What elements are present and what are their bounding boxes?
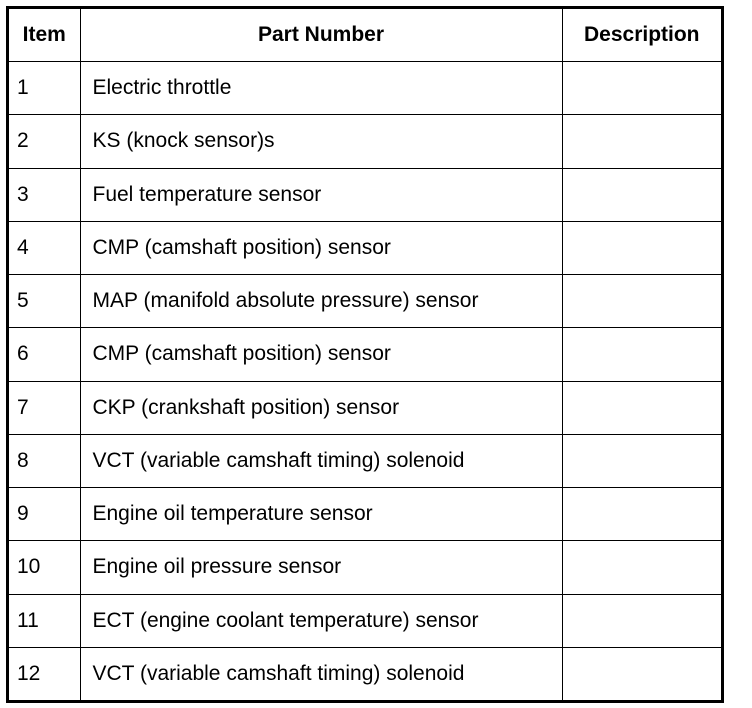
table-row [9,647,721,700]
table-row [9,381,721,434]
part-number-cell: CMP (camshaft position) sensor [80,221,562,274]
table-row [9,275,721,328]
table-row [9,328,721,381]
part-number-cell: CKP (crankshaft position) sensor [80,381,562,434]
header-description: Description [562,9,721,62]
item-cell: 4 [9,221,80,274]
item-cell: 7 [9,381,80,434]
table-header-row [9,9,721,62]
item-cell: 9 [9,488,80,541]
table-row [9,434,721,487]
description-cell [562,62,721,115]
description-cell [562,541,721,594]
table-row [9,115,721,168]
item-cell: 6 [9,328,80,381]
part-number-cell: KS (knock sensor)s [80,115,562,168]
table-row [9,488,721,541]
description-cell [562,328,721,381]
part-number-cell: Engine oil pressure sensor [80,541,562,594]
part-number-cell: VCT (variable camshaft timing) solenoid [80,647,562,700]
description-cell [562,168,721,221]
table-row [9,541,721,594]
item-cell: 5 [9,275,80,328]
table-row [9,221,721,274]
description-cell [562,434,721,487]
item-cell: 1 [9,62,80,115]
description-cell [562,275,721,328]
part-number-cell: VCT (variable camshaft timing) solenoid [80,434,562,487]
parts-table [9,9,721,700]
part-number-cell: Fuel temperature sensor [80,168,562,221]
description-cell [562,381,721,434]
part-number-cell: CMP (camshaft position) sensor [80,328,562,381]
item-cell: 2 [9,115,80,168]
part-number-cell: MAP (manifold absolute pressure) sensor [80,275,562,328]
part-number-cell: ECT (engine coolant temperature) sensor [80,594,562,647]
header-part-number: Part Number [80,9,562,62]
item-cell: 12 [9,647,80,700]
description-cell [562,115,721,168]
part-number-cell: Electric throttle [80,62,562,115]
description-cell [562,647,721,700]
item-cell: 11 [9,594,80,647]
description-cell [562,221,721,274]
item-cell: 3 [9,168,80,221]
parts-table-frame [6,6,724,703]
item-cell: 8 [9,434,80,487]
table-row [9,168,721,221]
header-item: Item [9,9,80,62]
description-cell [562,488,721,541]
description-cell [562,594,721,647]
item-cell: 10 [9,541,80,594]
part-number-cell: Engine oil temperature sensor [80,488,562,541]
table-row [9,62,721,115]
table-row [9,594,721,647]
